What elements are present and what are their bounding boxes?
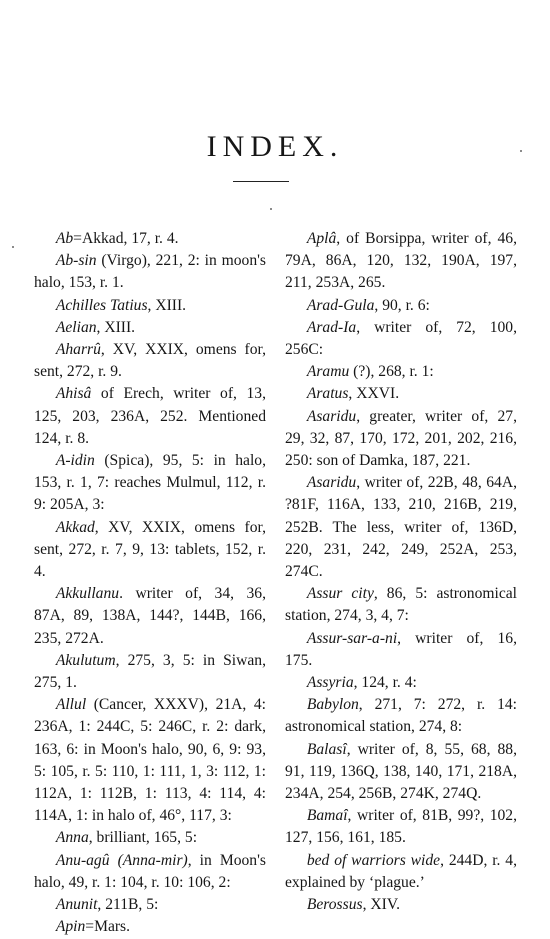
- entry-text: , XIII.: [96, 318, 136, 336]
- index-entry: [285, 694, 517, 738]
- entry-head: Bamaî: [306, 807, 348, 825]
- entry-text: , 275, 3, 5: in Siwan, 275, 1.: [34, 651, 266, 692]
- paper-speck: [12, 246, 14, 248]
- entry-text: (Cancer, XXXV), 21A, 4: 236A, 1: 244C, 5: 246C, r. 2: dark, 163, 6: in Moon's halo, 90, 6, 9: 93, 5: 105, r. 5: 110, 1: 111, 1, 3: 112, 1: 112A, 1: 112B, 1: 113, 4: 114, 4: 114A, 1: in halo of, 46°, 117, 3:: [34, 696, 266, 825]
- right-column: [285, 228, 517, 916]
- index-entry: [34, 295, 266, 317]
- index-entry: [34, 694, 266, 827]
- entry-head: Aplâ: [306, 230, 337, 247]
- entry-text: , writer of, 8, 55, 68, 88, 91, 119, 136Q, 138, 140, 171, 218A, 234A, 254, 256B, 274K, 274Q.: [285, 740, 517, 803]
- entry-text: , 211B, 5:: [97, 896, 159, 914]
- paper-speck: [270, 208, 272, 210]
- entry-head: Asaridu: [306, 474, 357, 492]
- index-entry: [34, 317, 266, 339]
- entry-head: A-idin: [55, 452, 95, 470]
- index-entry: [285, 472, 517, 583]
- index-entry: [285, 361, 517, 383]
- index-entry: [34, 650, 266, 694]
- entry-text: of Erech, writer of, 13, 125, 203, 236A, 252. Mentioned 124, r. 8.: [34, 385, 266, 447]
- index-entry: [285, 383, 517, 405]
- index-entry: [285, 850, 517, 894]
- entry-text: . writer of, 34, 36, 87A, 89, 138A, 144?, 144B, 166, 235, 272A.: [34, 585, 266, 647]
- entry-text: , writer of, 22B, 48, 64A, ?81F, 116A, 133, 210, 216B, 219, 252B. The less, writer of, 136D, 220, 231, 242, 249, 252A, 253, 274C.: [285, 474, 517, 581]
- index-entry: [285, 739, 517, 806]
- index-entry: [285, 295, 517, 317]
- entry-head: Asaridu: [306, 407, 357, 425]
- entry-head: Ab: [55, 230, 74, 247]
- entry-head: Allul: [55, 696, 87, 714]
- entry-text: , greater, writer of, 27, 29, 32, 87, 170, 172, 201, 202, 216, 250: son of Damka, 187, 221.: [285, 407, 517, 470]
- entry-text: , writer of, 72, 100, 256C:: [285, 318, 517, 359]
- entry-head: Akulutum: [55, 651, 116, 669]
- entry-text: , XIV.: [362, 896, 400, 914]
- index-entry: [34, 916, 266, 938]
- entry-text: , brilliant, 165, 5:: [88, 829, 198, 847]
- index-entry: [34, 894, 266, 916]
- entry-head: Ahisâ: [55, 385, 92, 403]
- entry-head: Aharrû: [55, 341, 101, 359]
- index-entry: [34, 583, 266, 650]
- entry-text: , writer of, 16, 175.: [285, 629, 517, 669]
- entry-text: (Virgo), 221, 2: in moon's halo, 153, r. 1.: [34, 252, 266, 292]
- entry-head: Arad-Gula: [306, 296, 375, 314]
- entry-head: Anu-agû (Anna-mir): [55, 851, 188, 869]
- index-entry: [285, 317, 517, 361]
- index-entry: [34, 450, 266, 517]
- entry-head: Akkad: [55, 518, 95, 536]
- entry-head: Balasî: [306, 740, 347, 758]
- entry-text: =Akkad, 17, r. 4.: [73, 230, 179, 247]
- index-entry: [34, 250, 266, 294]
- index-entry: [285, 672, 517, 694]
- entry-head: Babylon: [306, 696, 359, 714]
- left-column: [34, 228, 266, 939]
- entry-head: Berossus: [306, 896, 363, 914]
- entry-head: Assur city: [306, 585, 374, 603]
- entry-text: , 86, 5: astronomical station, 274, 3, 4, 7:: [285, 585, 517, 625]
- entry-head: Anna: [55, 829, 89, 847]
- index-entry: [34, 339, 266, 383]
- entry-head: Assyria: [306, 674, 354, 692]
- entry-text: , of Borsippa, writer of, 46, 79A, 86A, 120, 132, 190A, 197, 211, 253A, 265.: [285, 230, 517, 292]
- entry-text: , XV, XXIX, omens for, sent, 272, r. 9.: [34, 341, 266, 381]
- entry-text: , 90, r. 6:: [374, 296, 430, 314]
- entry-head: Aramu: [306, 363, 350, 381]
- entry-text: , 271, 7: 272, r. 14: astronomical station, 274, 8:: [285, 696, 517, 736]
- entry-text: , 124, r. 4:: [353, 674, 417, 692]
- entry-text: =Mars.: [85, 918, 131, 936]
- entry-head: Aratus: [306, 385, 349, 403]
- index-entry: [285, 583, 517, 627]
- index-entry: [34, 517, 266, 584]
- index-entry: [34, 383, 266, 450]
- entry-text: , XV, XXIX, omens for, sent, 272, r. 7, 9, 13: tablets, 152, r. 4.: [34, 518, 266, 581]
- entry-head: Apin: [55, 918, 86, 936]
- entry-head: Anunit: [55, 896, 98, 914]
- entry-text: (Spica), 95, 5: in halo, 153, r. 1, 7: reaches Mulmul, 112, r. 9: 205A, 3:: [34, 452, 266, 514]
- entry-text: , XXVI.: [348, 385, 400, 403]
- index-entry: [34, 827, 266, 849]
- entry-head: Aelian: [55, 318, 97, 336]
- index-entry: [285, 228, 517, 295]
- entry-head: Arad-Ia: [306, 318, 357, 336]
- index-entry: [285, 406, 517, 473]
- index-entry: [285, 894, 517, 916]
- page-title: INDEX.: [206, 130, 344, 164]
- entry-text: , writer of, 81B, 99?, 102, 127, 156, 161, 185.: [285, 807, 517, 847]
- entry-head: Akkullanu: [55, 585, 120, 603]
- entry-head: Achilles Tatius: [55, 296, 148, 314]
- entry-text: (?), 268, r. 1:: [349, 363, 434, 381]
- index-entry: [285, 628, 517, 672]
- entry-text: , in Moon's halo, 49, r. 1: 104, r. 10: 106, 2:: [34, 851, 266, 891]
- index-entry: [285, 805, 517, 849]
- title-rule: [233, 181, 289, 182]
- index-entry: [34, 850, 266, 894]
- entry-head: bed of warriors wide: [306, 851, 441, 869]
- entry-head: Assur-sar-a-ni: [306, 629, 398, 647]
- entry-text: , 244D, r. 4, explained by ‘plague.’: [285, 851, 517, 891]
- entry-head: Ab-sin: [55, 252, 97, 270]
- paper-speck: [520, 150, 522, 152]
- entry-text: , XIII.: [147, 296, 187, 314]
- index-entry: [34, 228, 266, 250]
